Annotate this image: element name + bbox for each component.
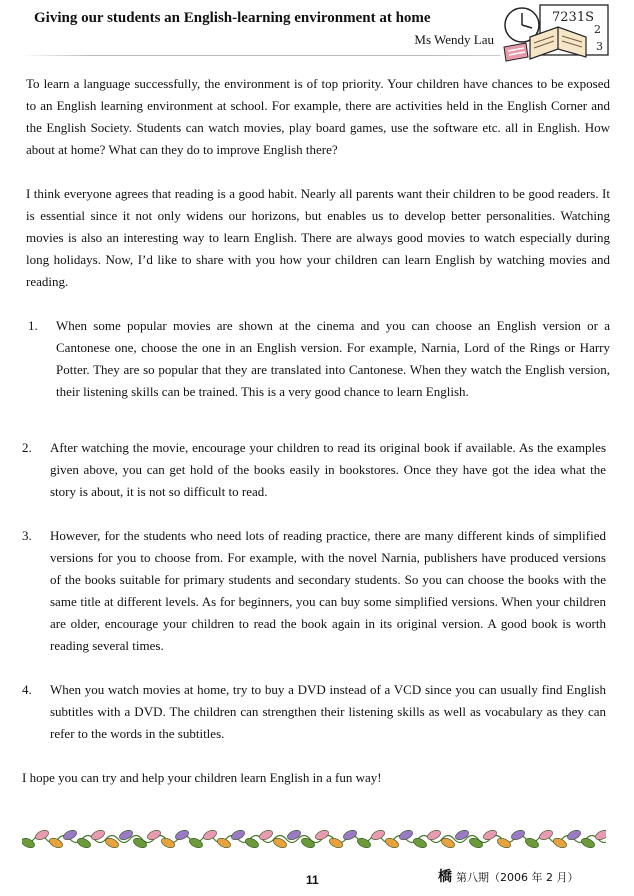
intro-paragraph: To learn a language successfully, the environment is of top priority. Your children have chances to be exposed to an English learning environment at school. For example, there are activities held in the English Corner and the English Society. Students can watch movies, play board games, use the software etc. all in English. How about at home? What can they do to improve English there? <box>26 76 610 157</box>
reading-paragraph: I think everyone agrees that reading is a good habit. Nearly all parents want their children to be good readers. It is essential since it not only widens our horizons, but enables us to develop better personalities. Watching movies is also an interesting way to learn English. There are always good movies to watch especially during long holidays. Now, I’d like to share with you how your children can learn English by watching movies and reading. <box>26 186 610 289</box>
svg-text:3: 3 <box>596 40 603 53</box>
leaf-icon <box>202 828 218 841</box>
list-number: 3. <box>22 528 32 543</box>
article-author: Ms Wendy Lau <box>414 32 494 47</box>
page-header <box>0 0 634 66</box>
leaf-icon <box>160 836 176 849</box>
leaf-icon <box>468 836 484 849</box>
article-title: Giving our students an English-learning environment at home <box>34 10 431 26</box>
leaf-icon <box>34 828 50 841</box>
leaf-icon <box>580 836 596 849</box>
publication-info <box>438 866 578 886</box>
leaf-icon <box>188 836 204 849</box>
leaf-vine-border-icon <box>22 826 606 852</box>
leaf-icon <box>286 828 302 841</box>
leaf-icon <box>244 836 260 849</box>
clock-and-book-icon <box>500 3 612 63</box>
svg-text:2: 2 <box>594 23 601 36</box>
publication-logo: 橋 <box>438 869 452 885</box>
list-item: After watching the movie, encourage your children to read its original book if available. As the examples given above, you can get hold of the books easily in bookstores. Once they have got the idea what the story is about, it is not so difficult to read. <box>50 440 606 499</box>
list-number: 2. <box>22 440 32 455</box>
list-item: When you watch movies at home, try to buy a DVD instead of a VCD since you can usually find English subtitles with a DVD. The children can strengthen their listening skills as well as vocabulary as they can refer to the words in the subtitles. <box>50 682 606 741</box>
leaf-icon <box>174 828 190 841</box>
leaf-icon <box>48 836 64 849</box>
leaf-icon <box>258 828 274 841</box>
svg-text:7231S: 7231S <box>552 10 594 25</box>
leaf-icon <box>510 828 526 841</box>
leaf-icon <box>496 836 512 849</box>
issue-label: 第八期（2006 年 2 月） <box>456 871 579 884</box>
leaf-icon <box>342 828 358 841</box>
leaf-icon <box>216 836 232 849</box>
leaf-icon <box>370 828 386 841</box>
list-item: When some popular movies are shown at the cinema and you can choose an English version or a Cantonese one, choose the one in an English version. For example, Narnia, Lord of the Rings or Harry Potter. They are so popular that they are translated into Cantonese. When they watch the English version, their listening skills can be trained. This is a very good chance to learn English. <box>56 318 610 399</box>
leaf-icon <box>552 836 568 849</box>
leaf-icon <box>300 836 316 849</box>
leaf-icon <box>454 828 470 841</box>
leaf-icon <box>594 828 606 841</box>
leaf-icon <box>538 828 554 841</box>
closing-paragraph: I hope you can try and help your children learn English in a fun way! <box>22 770 382 785</box>
list-item: However, for the students who need lots of reading practice, there are many different kinds of simplified versions for you to choose from. For example, with the novel Narnia, publishers have produced versions of the books suitable for primary students and secondary students. So you can choose the books with the same title at different levels. As for beginners, you can buy some simplified versions. When your children are older, encourage your children to read the book again in its original version. A good book is worth reading several times. <box>50 528 606 653</box>
leaf-icon <box>76 836 92 849</box>
leaf-icon <box>524 836 540 849</box>
leaf-icon <box>412 836 428 849</box>
leaf-icon <box>328 836 344 849</box>
leaf-icon <box>426 828 442 841</box>
leaf-icon <box>356 836 372 849</box>
list-number: 4. <box>22 682 32 697</box>
leaf-icon <box>118 828 134 841</box>
header-divider <box>20 55 500 56</box>
list-number: 1. <box>28 318 38 333</box>
page-number: 11 <box>306 873 319 887</box>
leaf-icon <box>90 828 106 841</box>
leaf-icon <box>132 836 148 849</box>
leaf-icon <box>384 836 400 849</box>
